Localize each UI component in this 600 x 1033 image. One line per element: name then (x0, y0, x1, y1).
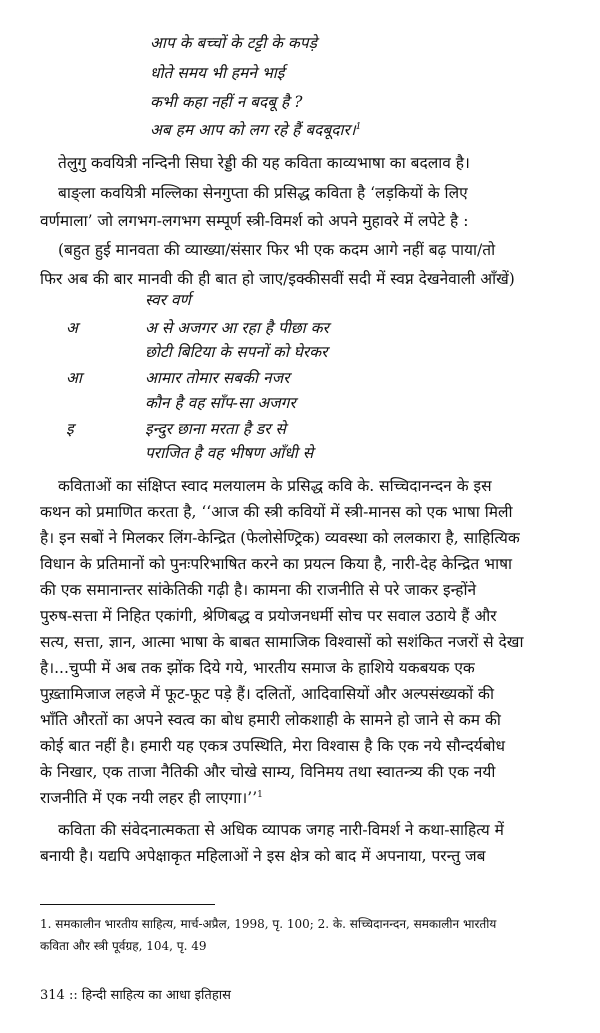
body-text-line: कविताओं का संक्षिप्त स्वाद मलयालम के प्रसिद्ध कवि के. सच्चिदानन्दन के इस (58, 477, 492, 495)
body-text-line: पुरुष-सत्ता में निहित एकांगी, श्रेणिबद्ध व प्रयोजनधर्मी सोच पर सवाल उठाये हैं और (40, 607, 497, 625)
body-text-line: फिर अब की बार मानवी की ही बात हो जाए/इक्कीसवीं सदी में स्वप्न देखनेवाली आँखें) (40, 270, 515, 288)
body-text-line: के निखार, एक ताजा नैतिकी और चोखे साम्य, विनिमय तथा स्वातन्त्र्य की एक नयी (40, 763, 496, 781)
body-text-line: वर्णमाला’ जो लगभग-लगभग सम्पूर्ण स्त्री-विमर्श को अपने मुहावरे में लपेटे है : (40, 212, 469, 230)
poem2-label: अ (66, 319, 78, 337)
poem2-line: कौन है वह साँप-सा अजगर (145, 394, 296, 412)
body-text-line: भाँति औरतों का अपने स्वत्व का बोध हमारी लोकशाही के सामने हो जाने से कम की (40, 711, 501, 729)
body-text-line: (बहुत हुई मानवता की व्याख्या/संसार फिर भी एक कदम आगे नहीं बढ़ पाया/तो (58, 241, 496, 259)
footnote-ref: 1 (355, 122, 362, 132)
poem1-line: कभी कहा नहीं न बदबू है ? (150, 93, 303, 111)
footnote-divider (40, 904, 215, 905)
page-footer: 314 :: हिन्दी साहित्य का आधा इतिहास (40, 988, 231, 1003)
body-text-line: है। इन सबों ने मिलकर लिंग-केन्द्रित (फेलोसेण्ट्रिक) व्यवस्था को ललकारा है, साहित्यिक (40, 529, 520, 547)
poem2-heading: स्वर वर्ण (145, 291, 191, 309)
poem2-line: पराजित है वह भीषण आँधी से (145, 444, 314, 462)
poem2-line: छोटी बिटिया के सपनों को घेरकर (145, 343, 328, 361)
footnote-line: कविता और स्त्री पूर्वग्रह, 104, पृ. 49 (40, 939, 207, 953)
body-text-line: बाङ्ला कवयित्री मल्लिका सेनगुप्ता की प्रसिद्ध कविता है ‘लड़कियों के लिए (58, 184, 468, 202)
poem1-line: आप के बच्चों के टट्टी के कपड़े (150, 34, 317, 52)
body-text-line: बनायी है। यद्यपि अपेक्षाकृत महिलाओं ने इस क्षेत्र को बाद में अपनाया, परन्तु जब (40, 847, 486, 865)
body-text-line: कविता की संवेदनात्मकता से अधिक व्यापक जगह नारी-विमर्श ने कथा-साहित्य में (58, 821, 504, 839)
body-text-line: कथन को प्रमाणित करता है, ‘‘आज की स्त्री कवियों में स्त्री-मानस को एक भाषा मिली (40, 503, 513, 521)
body-text-line: कोई बात नहीं है। हमारी यह एकत्र उपस्थिति, मेरा विश्वास है कि एक नये सौन्दर्यबोध (40, 737, 506, 755)
poem2-line: अ से अजगर आ रहा है पीछा कर (145, 319, 329, 337)
body-text: राजनीति में एक नयी लहर ही लाएगा।’’ (40, 789, 258, 808)
poem2-line: इन्दुर छाना मरता है डर से (145, 420, 286, 438)
body-text-line: तेलुगु कवयित्री नन्दिनी सिघा रेड्डी की यह कविता काव्यभाषा का बदलाव है। (58, 154, 470, 172)
body-text-line: की एक समानान्तर सांकेतिकी गढ़ी है। कामना की राजनीति से परे जाकर इन्होंने (40, 581, 477, 599)
body-text-line: विधान के प्रतिमानों को पुनःपरिभाषित करने का प्रयत्न किया है, नारी-देह केन्द्रित भाषा (40, 555, 513, 573)
footnote-ref: 1 (257, 790, 263, 800)
poem1-line (150, 123, 361, 139)
body-text-line: सत्य, सत्ता, ज्ञान, आत्मा भाषा के बाबत सामाजिक विश्वासों को सशंकित नजरों से देखा (40, 633, 524, 651)
body-text-line: है।...चुप्पी में अब तक झोंक दिये गये, भारतीय समाज के हाशिये यकबयक एक (40, 659, 475, 677)
body-text-line (40, 791, 263, 807)
footnote-line: 1. समकालीन भारतीय साहित्य, मार्च-अप्रैल, 1998, पृ. 100; 2. के. सच्चिदानन्दन, समकालीन भारतीय (40, 917, 497, 931)
poem1-line: धोते समय भी हमने भाई (150, 64, 285, 82)
body-text-line: पुख़्तामिजाज लहजे में फूट-फूट पड़े हैं। दलितों, आदिवासियों और अल्पसंख्यकों की (40, 685, 494, 703)
poem2-label: इ (66, 420, 74, 438)
poem2-line: आमार तोमार सबकी नजर (145, 369, 290, 387)
poem2-label: आ (66, 369, 82, 387)
poem1-line-text: अब हम आप को लग रहे हैं बदबूदार। (150, 121, 356, 140)
